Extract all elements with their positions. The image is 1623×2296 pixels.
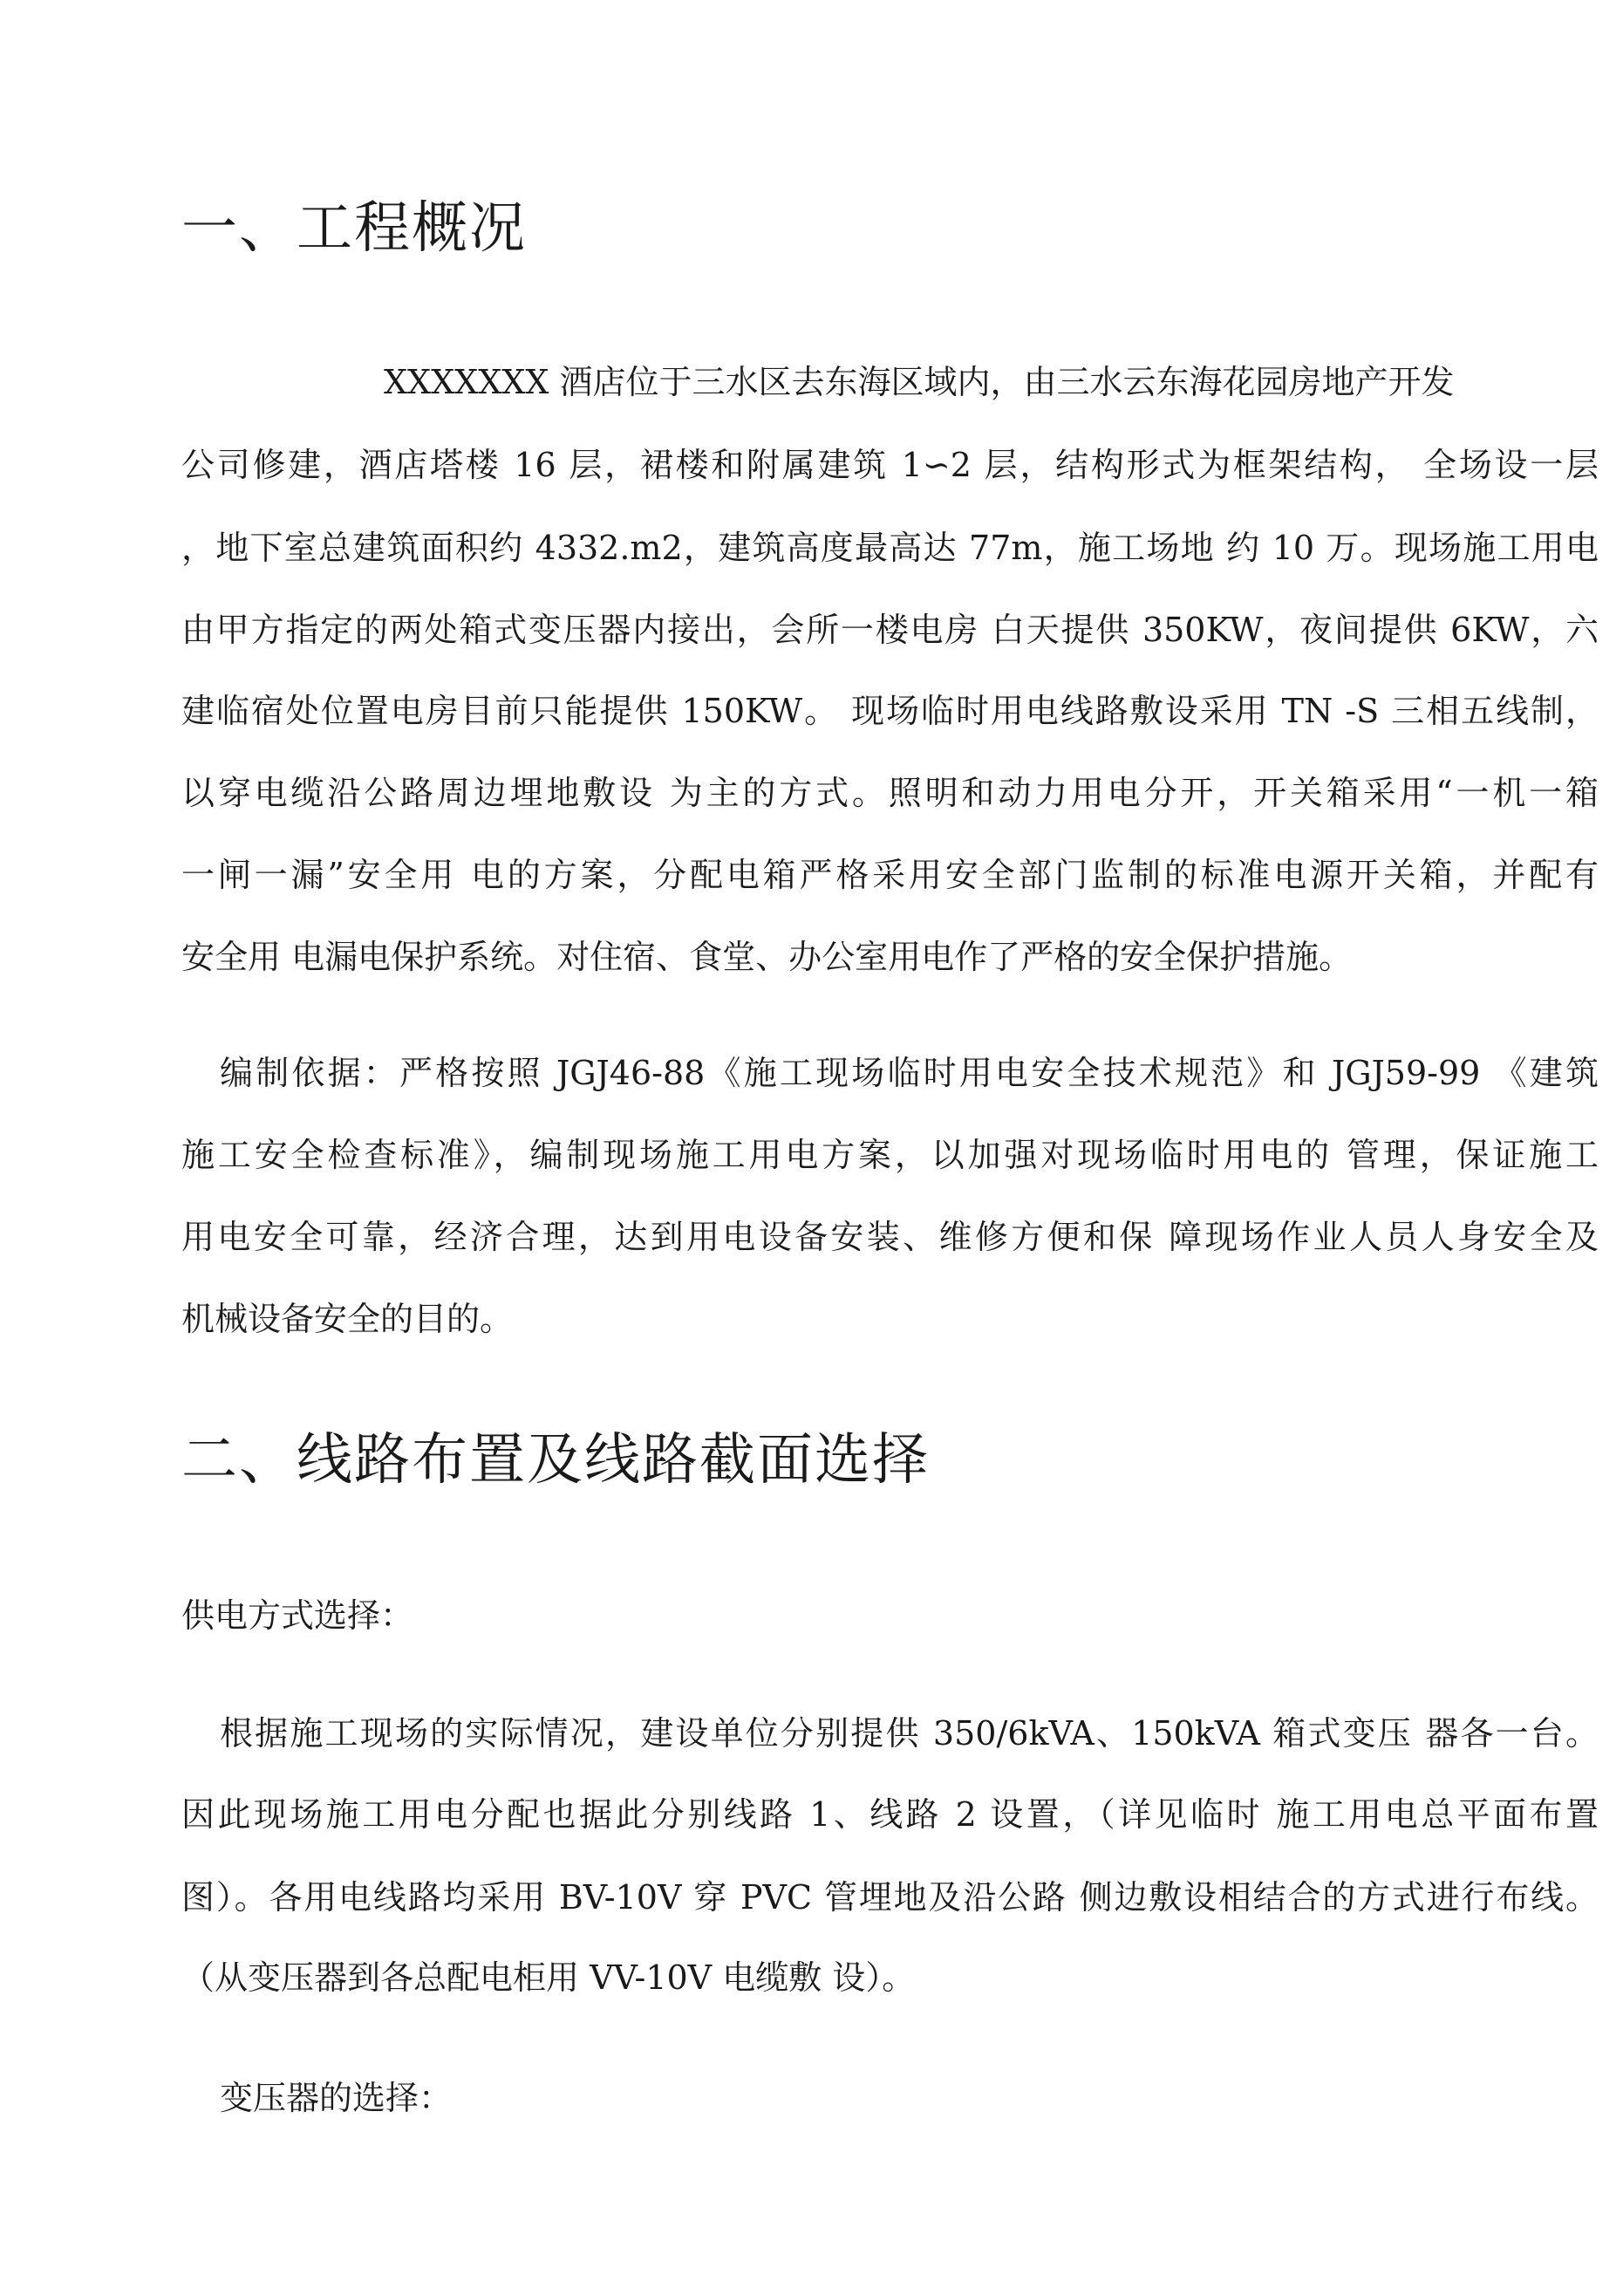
section2-para1-line2: 因此现场施工用电分配也据此分别线路 1、线路 2 设置，（详见临时 施工用电总平面布置	[181, 1795, 1599, 1834]
section1-para1-line7: 一闸一漏”安全用 电的方案，分配电箱严格采用安全部门监制的标准电源开关箱，并配有	[181, 856, 1599, 894]
section1-para1-line3: ，地下室总建筑面积约 4332.m2，建筑高度最高达 77m，施工场地 约 10 万。现场施工用电	[181, 529, 1599, 567]
section2-para1-line1: 根据施工现场的实际情况，建设单位分别提供 350/6kVA、150kVA 箱式变压 器各一台。	[220, 1714, 1599, 1753]
section1-para1-line1: XXXXXXX 酒店位于三水区去东海区域内，由三水云东海花园房地产开发	[384, 363, 1455, 401]
section1-para2-line1: 编制依据：严格按照 JGJ46-88《施工现场临时用电安全技术规范》和 JGJ59-99 《建筑	[220, 1054, 1599, 1092]
section1-para2-line2: 施工安全检查标准》，编制现场施工用电方案，以加强对现场临时用电的 管理，保证施工	[181, 1136, 1599, 1174]
section2-heading: 二、线路布置及线路截面选择	[181, 1428, 930, 1493]
section1-para1-line5: 建临宿处位置电房目前只能提供 150KW。 现场临时用电线路敷设采用 TN -S 三相五线制，	[181, 692, 1599, 730]
section1-para1-line4: 由甲方指定的两处箱式变压器内接出，会所一楼电房 白天提供 350KW，夜间提供 6KW，六	[181, 611, 1599, 649]
section1-heading: 一、工程概况	[181, 196, 527, 261]
section1-para1-line8: 安全用 电漏电保护系统。对住宿、食堂、办公室用电作了严格的安全保护措施。	[181, 938, 1353, 976]
section1-para1-line2: 公司修建，酒店塔楼 16 层，裙楼和附属建筑 1∽2 层，结构形式为框架结构， 全场设一层	[181, 446, 1599, 484]
section2-subheading2: 变压器的选择：	[220, 2079, 453, 2117]
section1-para2-line4: 机械设备安全的目的。	[181, 1300, 514, 1338]
section2-para1-line3: 图）。各用电线路均采用 BV-10V 穿 PVC 管埋地及沿公路 侧边敷设相结合的方式进行布线。	[181, 1878, 1599, 1917]
section2-subheading: 供电方式选择：	[181, 1596, 414, 1635]
section1-para2-line3: 用电安全可靠，经济合理，达到用电设备安装、维修方便和保 障现场作业人员人身安全及	[181, 1218, 1599, 1256]
section1-para1-line6: 以穿电缆沿公路周边埋地敷设 为主的方式。照明和动力用电分开，开关箱采用“一机一箱	[181, 774, 1599, 812]
section2-para1-line4: （从变压器到各总配电柜用 VV-10V 电缆敷 设）。	[181, 1958, 916, 1997]
